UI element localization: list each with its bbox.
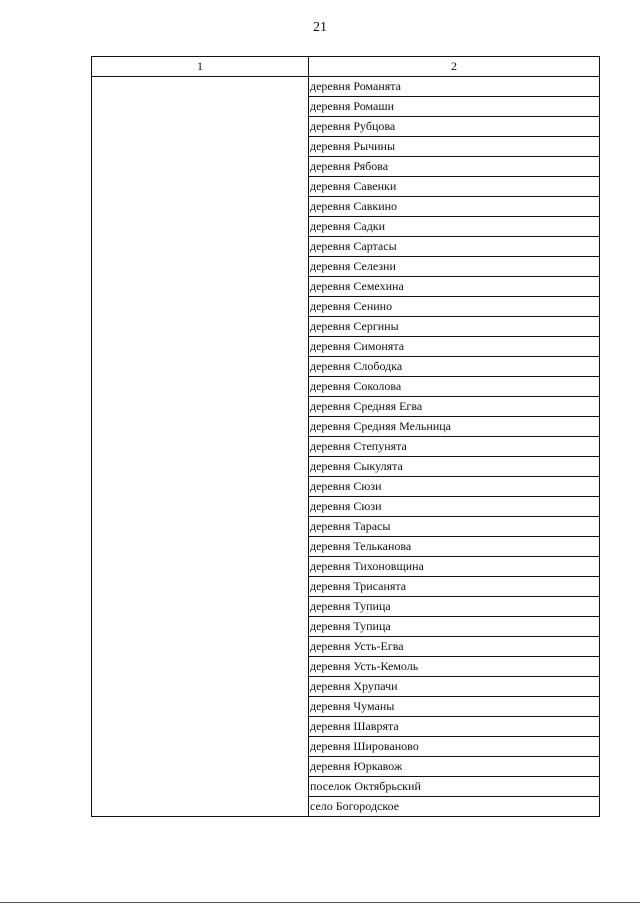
settlement-name: деревня Юркавож bbox=[309, 757, 600, 777]
column-header-2: 2 bbox=[309, 57, 600, 77]
settlement-name: деревня Сергины bbox=[309, 317, 600, 337]
settlement-name: деревня Слободка bbox=[309, 357, 600, 377]
settlement-name: деревня Тупица bbox=[309, 617, 600, 637]
bottom-scan-line bbox=[0, 902, 640, 903]
settlement-name: деревня Семехина bbox=[309, 277, 600, 297]
table-header-row bbox=[92, 57, 600, 77]
settlement-name: деревня Трисанята bbox=[309, 577, 600, 597]
settlement-name: деревня Тельканова bbox=[309, 537, 600, 557]
settlement-name: деревня Симонята bbox=[309, 337, 600, 357]
settlement-name: деревня Рычины bbox=[309, 137, 600, 157]
settlement-name: село Богородское bbox=[309, 797, 600, 817]
settlement-name: деревня Тихоновщина bbox=[309, 557, 600, 577]
table-body bbox=[92, 77, 600, 817]
settlement-name: деревня Романята bbox=[309, 77, 600, 97]
settlement-name: деревня Савкино bbox=[309, 197, 600, 217]
settlement-name: деревня Шированово bbox=[309, 737, 600, 757]
settlement-name: деревня Рябова bbox=[309, 157, 600, 177]
settlement-name: деревня Шаврята bbox=[309, 717, 600, 737]
column-header-1: 1 bbox=[92, 57, 309, 77]
settlement-name: деревня Сенино bbox=[309, 297, 600, 317]
table-row bbox=[92, 77, 600, 97]
settlement-name: деревня Сюзи bbox=[309, 497, 600, 517]
settlement-name: деревня Усть-Кемоль bbox=[309, 657, 600, 677]
settlement-name: деревня Савенки bbox=[309, 177, 600, 197]
settlement-name: деревня Садки bbox=[309, 217, 600, 237]
settlement-name: деревня Сыкулята bbox=[309, 457, 600, 477]
settlement-name: деревня Степунята bbox=[309, 437, 600, 457]
settlement-name: деревня Хрупачи bbox=[309, 677, 600, 697]
settlement-name: деревня Средняя Егва bbox=[309, 397, 600, 417]
settlement-name: деревня Тупица bbox=[309, 597, 600, 617]
settlement-name: деревня Чуманы bbox=[309, 697, 600, 717]
page-number: 21 bbox=[313, 20, 327, 35]
settlement-name: поселок Октябрьский bbox=[309, 777, 600, 797]
settlement-name: деревня Ромаши bbox=[309, 97, 600, 117]
settlement-name: деревня Сюзи bbox=[309, 477, 600, 497]
settlements-table bbox=[91, 56, 600, 817]
settlement-name: деревня Селезни bbox=[309, 257, 600, 277]
settlement-name: деревня Тарасы bbox=[309, 517, 600, 537]
settlement-name: деревня Рубцова bbox=[309, 117, 600, 137]
settlement-name: деревня Сартасы bbox=[309, 237, 600, 257]
district-cell bbox=[92, 77, 309, 817]
settlement-name: деревня Соколова bbox=[309, 377, 600, 397]
settlement-name: деревня Усть-Егва bbox=[309, 637, 600, 657]
settlement-name: деревня Средняя Мельница bbox=[309, 417, 600, 437]
